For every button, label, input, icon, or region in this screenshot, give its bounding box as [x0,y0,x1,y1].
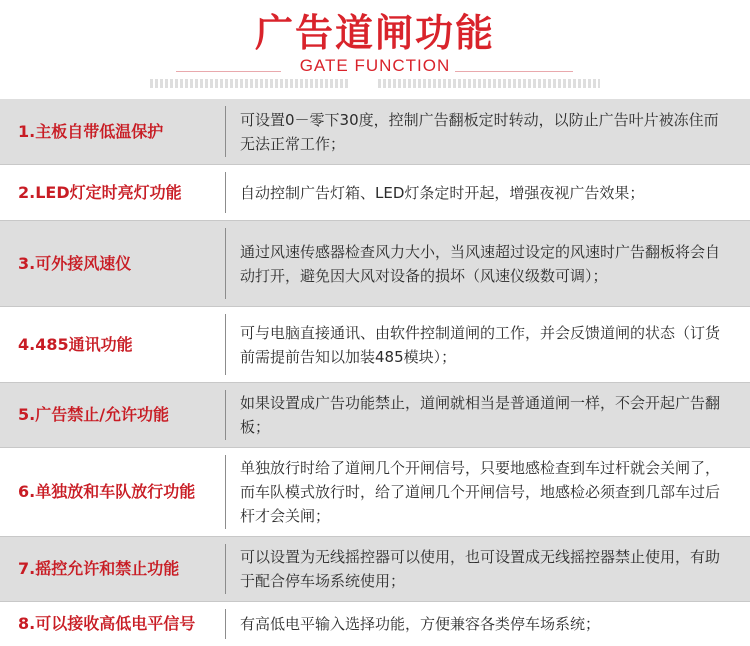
column-divider [225,390,226,440]
function-description: 自动控制广告灯箱、LED灯条定时开起，增强夜视广告效果； [240,183,645,202]
function-description: 可以设置为无线摇控器可以使用，也可设置成无线摇控器禁止使用，有助于配合停车场系统使用； [240,548,721,590]
function-title: 5.广告禁止/允许功能 [18,405,170,424]
function-title: 7.摇控允许和禁止功能 [18,559,180,578]
function-title: 6.单独放和车队放行功能 [18,482,196,501]
function-description: 有高低电平输入选择功能，方便兼容各类停车场系统； [240,615,601,633]
function-row [0,602,750,646]
function-table [0,99,750,646]
function-description: 单独放行时给了道闸几个开闸信号，只要地感检查到车过杆就会关闸了，而车队模式放行时，给了道闸几个开闸信号，地感检必须查到几部车过后杆才会关闸； [240,459,721,525]
function-title: 8.可以接收高低电平信号 [18,614,196,633]
column-divider [225,314,226,375]
function-title: 3.可外接风速仪 [18,253,132,273]
function-title: 4.485通讯功能 [18,334,133,354]
function-row [0,221,750,307]
function-row [0,307,750,383]
function-title: 1.主板自带低温保护 [18,121,164,141]
function-row [0,383,750,448]
function-description: 如果设置成广告功能禁止，道闸就相当是普通道闸一样，不会开起广告翻板； [240,394,721,436]
page-subtitle: GATE FUNCTION [299,56,451,75]
column-divider [225,544,226,594]
function-description: 可设置0－零下30度，控制广告翻板定时转动，以防止广告叶片被冻住而无法正常工作； [240,110,719,153]
page-title: 广告道闸功能 [254,11,495,55]
column-divider [225,172,226,213]
title-divider-right [455,71,573,72]
function-row [0,99,750,165]
column-divider [225,455,226,529]
function-row [0,448,750,537]
function-description: 可与电脑直接通讯、由软件控制道闸的工作，并会反馈道闸的状态（订货前需提前告知以加装485模块）； [240,323,721,366]
fine-print-strip-left [150,79,350,88]
column-divider [225,609,226,639]
function-row [0,165,750,221]
fine-print-strip-right [378,79,600,88]
function-description: 通过风速传感器检查风力大小，当风速超过设定的风速时广告翻板将会自动打开，避免因大风对设备的损坏（风速仪级数可调）； [240,242,721,285]
column-divider [225,106,226,157]
column-divider [225,228,226,299]
page-header [0,0,750,97]
function-title: 2.LED灯定时亮灯功能 [18,182,182,202]
function-row [0,537,750,602]
